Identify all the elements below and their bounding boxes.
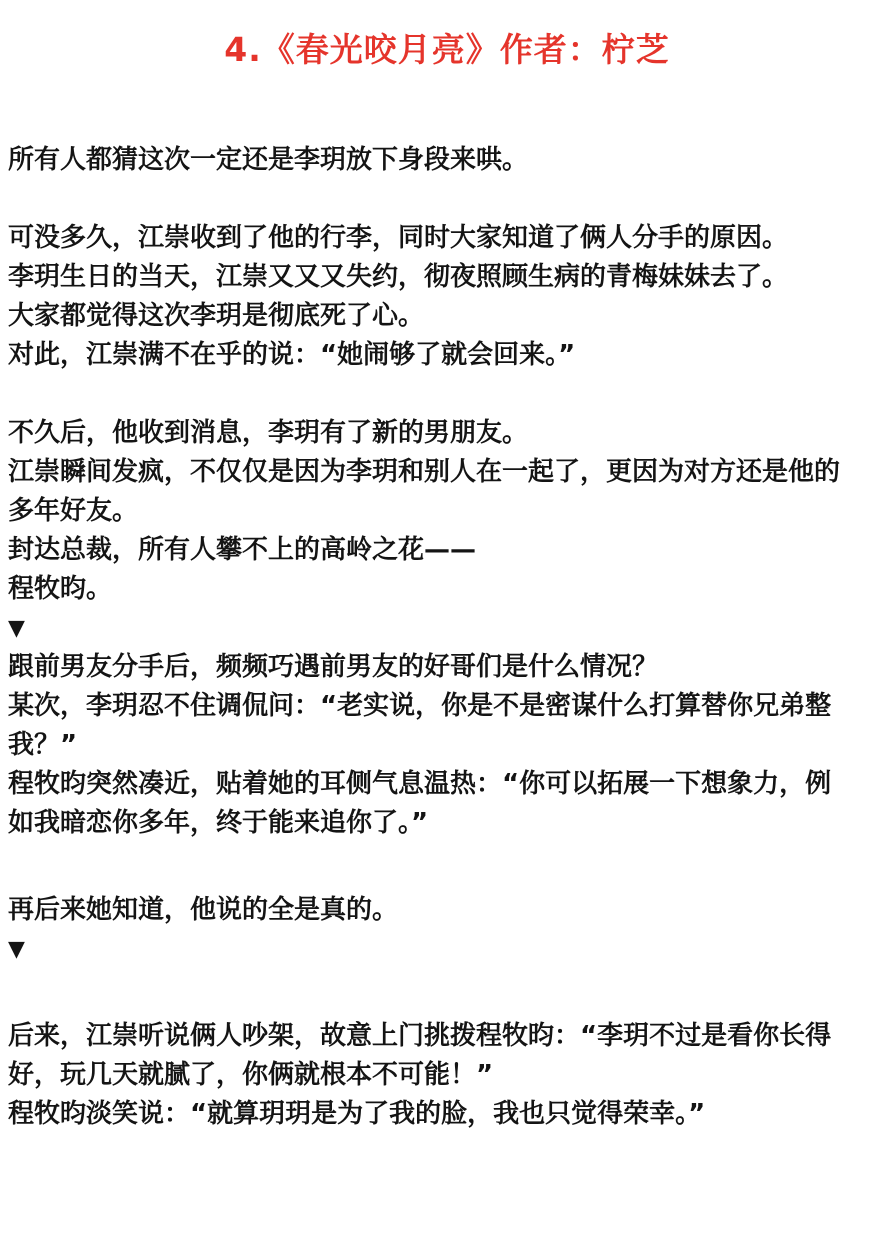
text-line: 程牧昀突然凑近，贴着她的耳侧气息温热：“你可以拓展一下想象力，例 [8,769,832,799]
article-title: 4.《春光咬月亮》作者：柠芝 [224,30,670,69]
down-triangle-icon: ▼ [8,937,25,962]
text-line: 好，玩几天就腻了，你俩就根本不可能！” [8,1060,494,1090]
text-line: 再后来她知道，他说的全是真的。 [8,895,399,925]
text-line: 大家都觉得这次李玥是彻底死了心。 [8,301,425,331]
down-triangle-icon: ▼ [8,616,25,641]
text-line: 李玥生日的当天，江崇又又又失约，彻夜照顾生病的青梅妹妹去了。 [8,262,789,292]
article-body [8,141,888,1134]
text-line: 多年好友。 [8,496,139,526]
text-line: 对此，江崇满不在乎的说：“她闹够了就会回来。” [8,340,576,370]
text-line: 某次，李玥忍不住调侃问：“老实说，你是不是密谋什么打算替你兄弟整 [8,691,832,721]
text-line: 所有人都猜这次一定还是李玥放下身段来哄。 [8,145,529,175]
text-line: 可没多久，江崇收到了他的行李，同时大家知道了俩人分手的原因。 [8,223,789,253]
text-line: 如我暗恋你多年，终于能来追你了。” [8,808,429,838]
text-line: 程牧昀。 [8,574,113,604]
text-line: 程牧昀淡笑说：“就算玥玥是为了我的脸，我也只觉得荣幸。” [8,1099,706,1129]
text-line: 后来，江崇听说俩人吵架，故意上门挑拨程牧昀：“李玥不过是看你长得 [8,1021,832,1051]
text-line: 江崇瞬间发疯，不仅仅是因为李玥和别人在一起了，更因为对方还是他的 [8,457,841,487]
text-line: 封达总裁，所有人攀不上的高岭之花—— [8,535,477,565]
text-line: 不久后，他收到消息，李玥有了新的男朋友。 [8,418,529,448]
text-line: 跟前男友分手后，频频巧遇前男友的好哥们是什么情况？ [8,652,659,682]
text-line: 我？” [8,730,78,760]
